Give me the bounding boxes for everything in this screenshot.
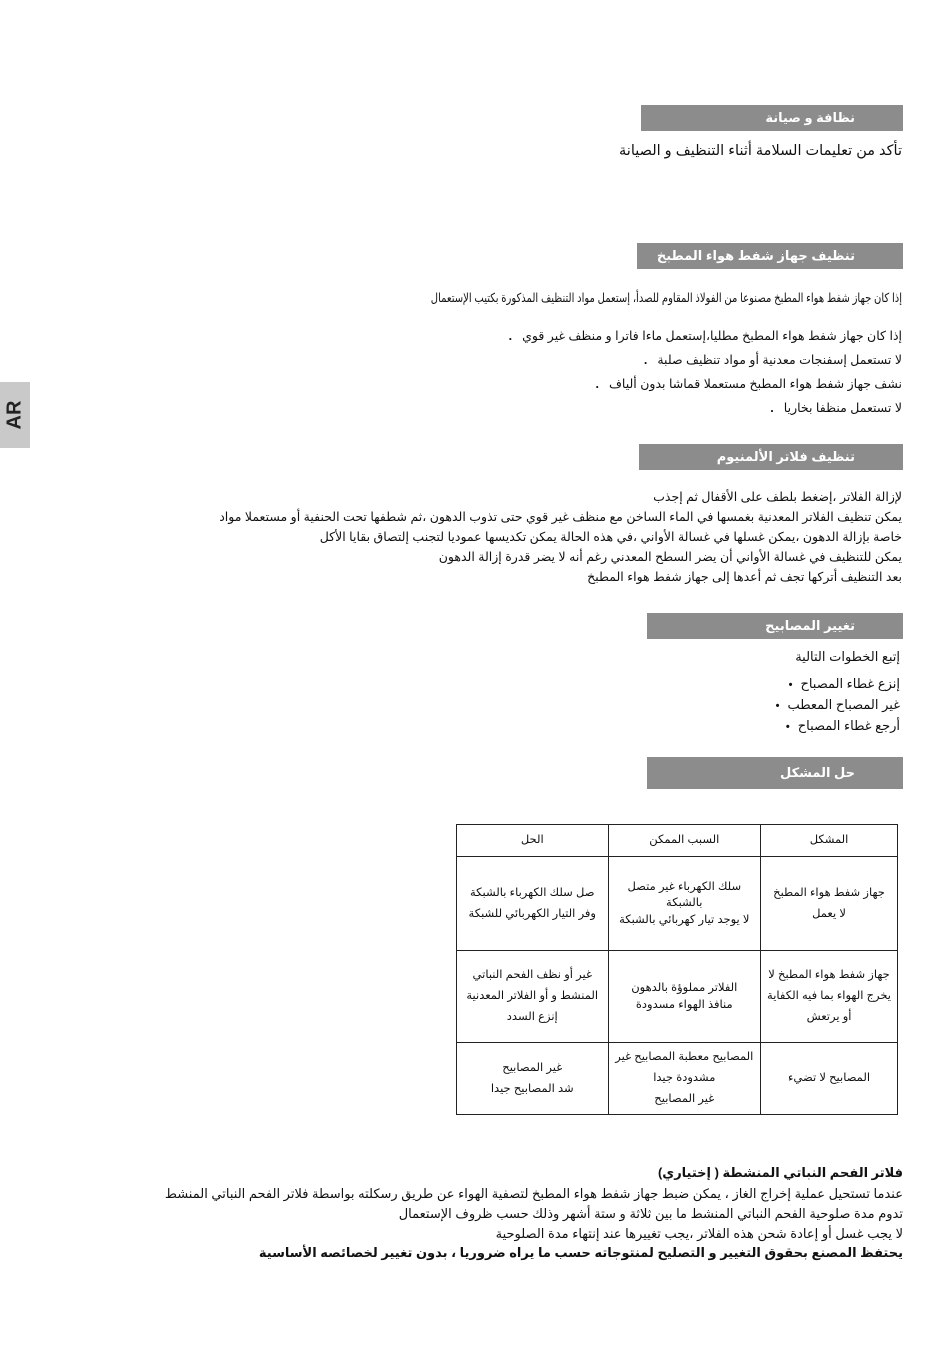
cell-line: صل سلك الكهرباء بالشبكة bbox=[470, 886, 595, 899]
list-item: إذا كان جهاز شفط هواء المطبخ مطليا،إستعمل ماءا فاترا و منظف غير قوي . bbox=[509, 324, 902, 348]
carbon-filters-line: لا يجب غسل أو إعادة شحن هذه الفلاتر ،يجب تغييرها عند إنتهاء مدة الصلوحية bbox=[495, 1226, 903, 1241]
cell-line: وفر التيار الكهربائي للشبكة bbox=[468, 907, 596, 920]
section-title-troubleshooting: حل المشكل bbox=[647, 757, 903, 789]
table-cell-problem bbox=[761, 1043, 898, 1115]
troubleshooting-table bbox=[456, 824, 898, 1115]
cell-line: منافذ الهواء مسدودة bbox=[635, 998, 733, 1011]
list-item: نشف جهاز شفط هواء المطبخ مستعملا قماشا بدون ألياف . bbox=[509, 372, 902, 396]
cell-line: لا يوجد تيار كهربائي بالشبكة bbox=[619, 913, 750, 926]
cell-line: غير المصابيح bbox=[502, 1061, 563, 1074]
filters-line: لإزالة الفلاتر ،إضغط بلطف على الأقفال ثم إجذب bbox=[653, 490, 902, 504]
cell-line: غير المصابيح bbox=[654, 1093, 715, 1105]
cell-line: المصابيح لا تضيء bbox=[788, 1072, 871, 1084]
cell-line: المنشط و أو الفلاتر المعدنية bbox=[466, 990, 599, 1002]
hood-intro-text: إذا كان جهاز شفط هواء المطبخ مصنوعا من الفولاذ المقاوم للصدأ، إستعمل مواد التنظيف المذكورة بكتيب الإستعمال bbox=[430, 291, 902, 305]
table-row bbox=[457, 951, 898, 1043]
list-item: لا تستعمل إسفنجات معدنية أو مواد تنظيف صلبة . bbox=[509, 348, 902, 372]
table-cell-solution bbox=[457, 1043, 609, 1115]
cell-line: الفلاتر مملوؤة بالدهون bbox=[631, 981, 738, 994]
cell-line: سلك الكهرباء غير متصل bbox=[627, 880, 742, 893]
filters-line: بعد التنظيف أتركها تجف ثم أعدها إلى جهاز شفط هواء المطبخ bbox=[587, 570, 902, 584]
carbon-filters-line: عندما تستحيل عملية إخراج الغاز ، يمكن ضبط جهاز شفط هواء المطبخ لتصفية الهواء عن طريق رسكلته بواسطة فلاتر الفحم النباتي المنشط bbox=[164, 1186, 903, 1201]
lamps-intro-text: إتبع الخطوات التالية bbox=[795, 649, 900, 664]
section-title-filters: تنظيف فلاتر الألمنيوم bbox=[639, 444, 903, 470]
lamps-steps-list bbox=[776, 674, 900, 737]
language-tab-label: AR bbox=[3, 400, 26, 430]
hood-instructions-list bbox=[509, 324, 902, 420]
table-cell-problem bbox=[761, 951, 898, 1043]
list-item: أرجع غطاء المصباح • bbox=[776, 716, 900, 737]
language-tab bbox=[0, 382, 30, 448]
cell-line: بالشبكة bbox=[666, 896, 703, 909]
filters-line: يمكن تنظيف الفلاتر المعدنية بغمسها في الماء الساخن مع منظف غير قوي حتى تذوب الدهون ،ثم شطفها تحت الحنفية أو مستعملا مواد bbox=[219, 510, 902, 524]
carbon-filters-line: تدوم مدة صلوحية الفحم النباتي المنشط ما بين ثلاثة و ستة أشهر وذلك حسب ظروف الإستعمال bbox=[398, 1206, 903, 1221]
list-item: لا تستعمل منظفا بخاريا . bbox=[509, 396, 902, 420]
cell-line: جهاز شفط هواء المطبخ لا bbox=[768, 969, 890, 981]
section-title-lamps: تغيير المصابيح bbox=[647, 613, 903, 639]
cell-line: المصابيح معطبة المصابيح غير bbox=[615, 1051, 754, 1063]
list-item: غير المصباح المعطب • bbox=[776, 695, 900, 716]
column-header-cause: السبب الممكن bbox=[608, 825, 761, 857]
cell-line: أو يرتعش bbox=[806, 1011, 852, 1023]
table-cell-cause bbox=[608, 951, 761, 1043]
cleaning-safety-text: تأكد من تعليمات السلامة أثناء التنظيف و الصيانة bbox=[619, 143, 902, 159]
table-header-row bbox=[457, 825, 898, 857]
table-row bbox=[457, 857, 898, 951]
section-title-hood-cleaning: تنظيف جهاز شفط هواء المطبخ bbox=[637, 243, 903, 269]
filters-line: يمكن للتنظيف في غسالة الأواني أن يضر السطح المعدني رغم أنه لا يضر قدرة إزالة الدهون bbox=[438, 550, 902, 564]
list-item: إنزع غطاء المصباح • bbox=[776, 674, 900, 695]
table-cell-cause bbox=[608, 857, 761, 951]
column-header-problem: المشكل bbox=[761, 825, 898, 857]
table-cell-solution bbox=[457, 857, 609, 951]
table-cell-solution bbox=[457, 951, 609, 1043]
cell-line: جهاز شفط هواء المطبخ bbox=[773, 886, 885, 899]
carbon-filters-title: فلاتر الفحم النباتي المنشطة ( إختياري) bbox=[657, 1165, 903, 1180]
filters-instructions bbox=[219, 487, 902, 587]
table-cell-cause bbox=[608, 1043, 761, 1115]
table-row bbox=[457, 1043, 898, 1115]
cell-line: إنزع السدد bbox=[506, 1011, 558, 1023]
cell-line: غير أو نظف الفحم النباتي bbox=[472, 969, 592, 981]
filters-line: خاصة بإزالة الدهون ،يمكن غسلها في غسالة الأواني ،في هذه الحالة يمكن تكديسها عموديا لتجنب إلتصاق بقايا الأكل bbox=[319, 530, 902, 544]
manufacturer-notice: يحتفظ المصنع بحقوق التغيير و التصليح لمنتوجاته حسب ما يراه ضروريا ، بدون تغيير لخصائصه الأساسية bbox=[258, 1245, 903, 1260]
table-cell-problem bbox=[761, 857, 898, 951]
cell-line: لا يعمل bbox=[812, 907, 846, 920]
cell-line: يخرج الهواء بما فيه الكفاية bbox=[767, 990, 891, 1002]
cell-line: مشدودة جيدا bbox=[653, 1072, 716, 1084]
section-title-cleaning: نظافة و صيانة bbox=[641, 105, 903, 131]
column-header-solution: الحل bbox=[457, 825, 609, 857]
cell-line: شد المصابيح جيدا bbox=[490, 1082, 574, 1095]
